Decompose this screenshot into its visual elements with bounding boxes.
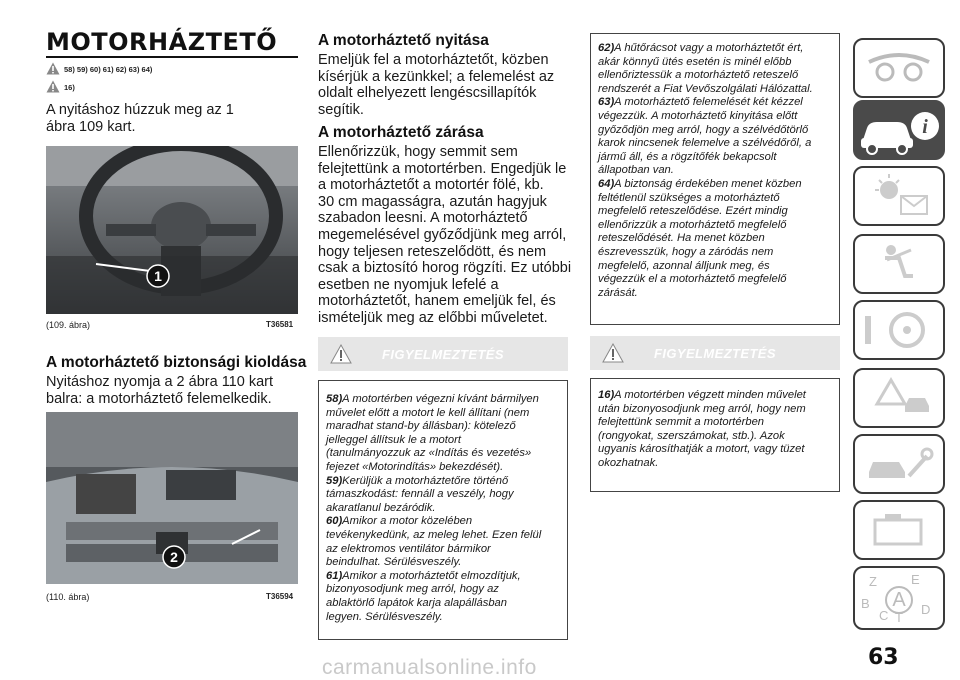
side-tab-driving[interactable] bbox=[853, 300, 945, 360]
warning-box-1 bbox=[318, 380, 568, 640]
car-warning-icon bbox=[855, 370, 943, 426]
figure-109-code: T36581 bbox=[266, 320, 294, 329]
note-refs: 16) bbox=[64, 83, 75, 92]
svg-text:Z: Z bbox=[869, 574, 877, 589]
page-title: MOTORHÁZTETŐ bbox=[46, 28, 278, 56]
steering-wheel-illustration bbox=[46, 146, 298, 314]
warning-text-2: 62)A hűtőrácsot vagy a motorháztetőt ért, akár könnyű ütés esetén is minél előbb ellenőriztessük a motorháztető reteszelő rendszerét a Fiat Vevőszolgálati Hálózattal. 63)A motorháztető felemelését két kézzel végezzük. A motorháztető kinyitása előtt győződjön meg arról, hogy a szélvédőtörlő karok nincsenek felemelve a szélvédőről, a jármű áll, és a rögzítőfék bekapcsolt állapotban van. 64)A biztonság érdekében menet közben feltétlenül szükséges a motorháztető megfelelő reteszelődése. Ezért mindig ellenőrizzük a motorháztető megfelelő reteszelődését. Ha menet közben észrevesszük, hogy a záródás nem megfelelő, azonnal álljunk meg, és végezzük el a motorháztető megfelelő zárását. bbox=[598, 42, 813, 299]
warning-title-2: FIGYELMEZTETÉS bbox=[654, 346, 776, 361]
warning-title: FIGYELMEZTETÉS bbox=[382, 347, 504, 362]
warning-header-2 bbox=[590, 336, 840, 370]
engine-icon bbox=[855, 502, 943, 558]
warning-box-2 bbox=[590, 33, 840, 325]
info-triangle-icon bbox=[46, 80, 60, 93]
car-wrench-icon bbox=[855, 436, 943, 492]
info-letter: i bbox=[922, 116, 928, 138]
figure-110-code: T36594 bbox=[266, 592, 294, 601]
side-tab-maintenance[interactable] bbox=[853, 434, 945, 494]
release-text: Nyitáshoz nyomja a 2 ábra 110 kart balra: a motorháztető felemelkedik. bbox=[46, 374, 274, 407]
side-tab-car-info[interactable] bbox=[853, 100, 945, 160]
side-tab-index[interactable] bbox=[853, 566, 945, 630]
warning-refs: 58) 59) 60) 61) 62) 63) 64) bbox=[64, 65, 153, 74]
watermark: carmanualsonline.info bbox=[322, 656, 537, 679]
title-rule bbox=[46, 56, 298, 58]
engine-bay-illustration bbox=[46, 412, 298, 584]
section-title-open: A motorháztető nyitása bbox=[318, 32, 489, 49]
warning-text-3: 16)A motortérben végzett minden művelet után bizonyosodjunk meg arról, hogy nem felejtettünk semmit a motortérben (rongyokat, szerszámokat, stb.). Azok ugyanis károsíthatják a motort, vagy tüzet okozhatnak. bbox=[598, 389, 806, 469]
callout-1: 1 bbox=[154, 268, 162, 284]
warning-box-3 bbox=[590, 378, 840, 492]
figure-110-caption: (110. ábra) bbox=[46, 592, 90, 602]
side-tab-technical[interactable] bbox=[853, 500, 945, 560]
alphabet-index-icon bbox=[855, 568, 943, 628]
warning-header bbox=[318, 337, 568, 371]
callout-2: 2 bbox=[170, 549, 178, 565]
svg-text:B: B bbox=[861, 596, 870, 611]
svg-text:A: A bbox=[892, 589, 906, 611]
side-tab-dashboard[interactable] bbox=[853, 38, 945, 98]
warning-text-1: 58)A motortérben végezni kívánt bármilyen művelet előtt a motort le kell állítani (nem maradhat stand-by állásban): kötelező jelleggel állítsuk le a motort (tanulmányozzuk az «Indítás és vezetés» fejezet «Motorindítás» bekezdését). 59)Kerüljük a motorháztetőre történő támaszkodást: fennáll a veszély, hogy akaratlanul bezáródik. 60)Amikor a motor közelében tevékenykedünk, az meleg lehet. Ezen felül az elektromos ventilátor bármikor beindulhat. Sérülésveszély. 61)Amikor a motorháztetőt elmozdítjuk, bizonyosodjunk meg arról, hogy az ablaktörlő lapátok karja alapállásban legyen. Sérülésveszély. bbox=[326, 393, 542, 623]
svg-text:T: T bbox=[895, 610, 903, 625]
close-text: Ellenőrizzük, hogy semmit sem felejtettünk a motortérben. Engedjük le a motorháztetőt a motortér fölé, kb. 30 cm magasságra, azután hagyjuk szabadon leesni. A motorháztető megemelésével győződjünk meg arról, hogy teljesen reteszelődött, és nem csak a biztosító horog rögzíti. Ez utóbbi esetben ne nyomjuk lefelé a motorháztetőt, hanem emeljük fel, és ismételjük meg az előbbi műveletet. bbox=[318, 144, 572, 326]
steering-wheel-icon bbox=[855, 302, 943, 358]
svg-text:E: E bbox=[911, 572, 920, 587]
car-dashboard-icon bbox=[855, 40, 943, 96]
figure-110-photo bbox=[46, 412, 298, 584]
svg-text:D: D bbox=[921, 602, 931, 617]
intro-text: A nyitáshoz húzzuk meg az 1 ábra 109 kart. bbox=[46, 102, 234, 135]
side-tab-lights[interactable] bbox=[853, 166, 945, 226]
open-text: Emeljük fel a motorháztetőt, közben kísérjük a kezünkkel; a felemelést az oldalt elhelyezett lengéscsillapítók segítik. bbox=[318, 52, 555, 118]
seat-person-icon bbox=[855, 236, 943, 292]
section-title-close: A motorháztető zárása bbox=[318, 124, 484, 141]
car-info-icon bbox=[855, 102, 943, 158]
warning-triangle-icon bbox=[46, 62, 60, 75]
sun-envelope-icon bbox=[855, 168, 943, 224]
section-title-release: A motorháztető biztonsági kioldása bbox=[46, 354, 307, 371]
page-number: 63 bbox=[868, 645, 899, 670]
side-tab-safety[interactable] bbox=[853, 234, 945, 294]
side-tab-emergency[interactable] bbox=[853, 368, 945, 428]
figure-109-caption: (109. ábra) bbox=[46, 320, 91, 330]
svg-text:C: C bbox=[879, 608, 889, 623]
figure-109-photo bbox=[46, 146, 298, 314]
